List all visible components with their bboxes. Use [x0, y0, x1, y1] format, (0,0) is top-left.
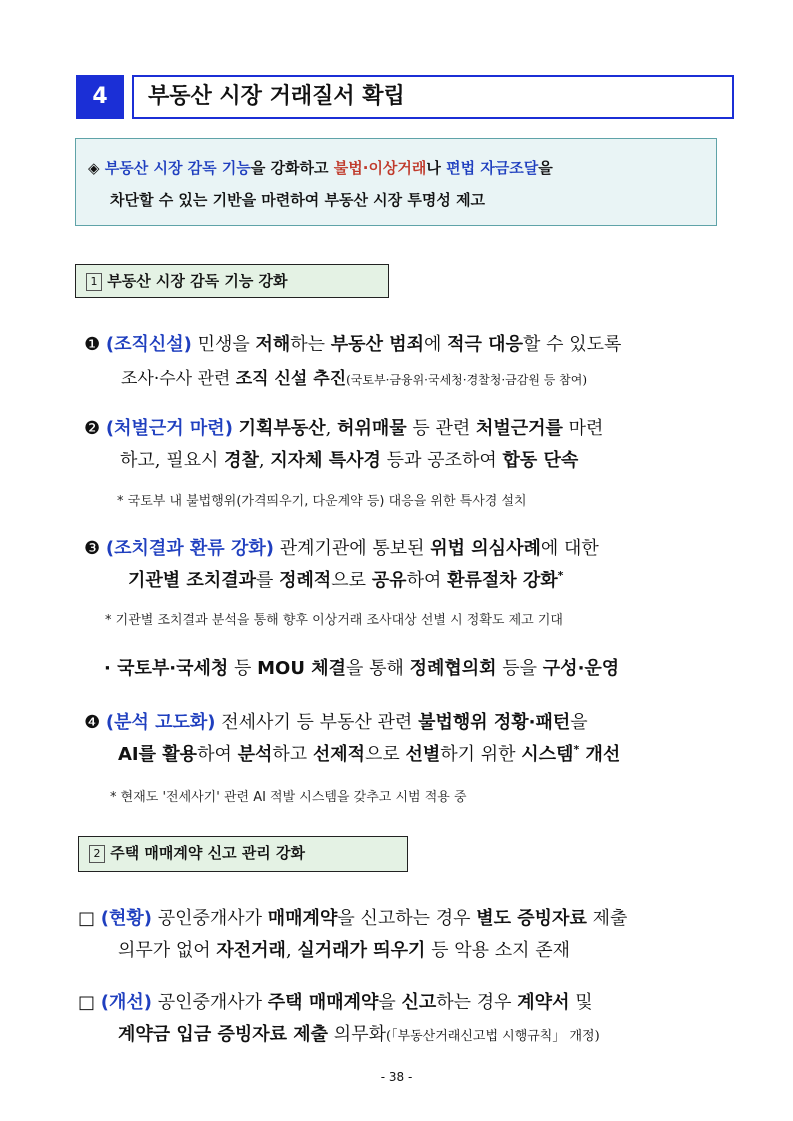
- item-4-tag: (분석 고도화): [105, 712, 216, 733]
- text: 조사·수사 관련: [121, 369, 236, 389]
- section-title: 부동산 시장 거래질서 확립: [132, 75, 734, 119]
- text: 등 악용 소지 존재: [425, 940, 570, 961]
- footnote-mark: *: [573, 743, 580, 756]
- emphasis: 부동산 범죄: [330, 334, 425, 355]
- item-4-line-2: [118, 740, 620, 766]
- emphasis: 별도 증빙자료: [476, 908, 587, 929]
- summary-box: [75, 138, 717, 226]
- emphasis: 매매계약: [267, 908, 338, 929]
- item-3-subpoint: [104, 654, 619, 680]
- summary-bullet: ◈: [88, 159, 100, 177]
- summary-highlight-2: 불법·이상거래: [333, 159, 427, 177]
- emphasis: 조직 신설 추진: [235, 369, 347, 389]
- text: ,: [285, 940, 298, 961]
- emphasis: 환류절차 강화: [447, 570, 558, 591]
- summary-highlight-3: 편법 자금조달: [446, 159, 539, 177]
- emphasis: 국토부·국세청: [117, 658, 229, 679]
- emphasis: 분석: [237, 744, 273, 765]
- emphasis: MOU 체결: [257, 658, 346, 679]
- text: 을 신고하는 경우: [337, 908, 477, 929]
- item-3-marker: ❸: [84, 538, 101, 559]
- text: 으로: [331, 570, 372, 591]
- text: 마련: [562, 418, 604, 439]
- item-4-marker: ❹: [84, 712, 101, 733]
- para-1-tag: (현황): [100, 908, 152, 929]
- item-2-note: * 국토부 내 불법행위(가격띄우기, 다운계약 등) 대응을 위한 특사경 설치: [117, 494, 527, 509]
- emphasis: 허위매물: [337, 418, 407, 439]
- summary-text: 나: [426, 159, 447, 177]
- emphasis: 적극 대응: [447, 334, 523, 355]
- item-1-line-1: [84, 330, 621, 356]
- page-number: - 38 -: [380, 1070, 413, 1084]
- text: 및: [569, 992, 593, 1013]
- text: 하고, 필요시: [120, 450, 225, 471]
- para-1-line-1: [78, 904, 627, 930]
- text: 민생을: [197, 334, 256, 355]
- text: 으로: [365, 744, 406, 765]
- text: 등과 공조하여: [380, 450, 503, 471]
- item-2-line-2: [120, 446, 578, 472]
- text: 하여: [406, 570, 448, 591]
- emphasis: 공유: [371, 570, 407, 591]
- subheading-2: [78, 836, 408, 872]
- summary-text: 을 강화하고: [250, 159, 334, 177]
- footnote-mark: *: [557, 569, 564, 582]
- emphasis: 기관별 조치결과: [128, 570, 256, 591]
- emphasis: 기획부동산: [238, 418, 326, 439]
- subheading-title: 주택 매매계약 신고 관리 강화: [110, 844, 306, 862]
- text: 에 대한: [540, 538, 599, 559]
- text: 하는: [290, 334, 331, 355]
- emphasis: 시스템: [521, 744, 574, 765]
- emphasis: 정례적: [279, 570, 332, 591]
- emphasis: 신고: [401, 992, 437, 1013]
- text: 의무화: [328, 1024, 386, 1045]
- para-2-tag: (개선): [100, 992, 152, 1013]
- emphasis: 처벌근거를: [475, 418, 563, 439]
- text: 하는 경우: [436, 992, 518, 1013]
- emphasis: 구성·운영: [542, 658, 620, 679]
- text: 관계기관에 통보된: [279, 538, 431, 559]
- text: 을 통해: [346, 658, 410, 679]
- text: 을: [570, 712, 588, 733]
- text: 하고: [272, 744, 313, 765]
- text: 하여: [197, 744, 238, 765]
- summary-text: 을: [538, 159, 553, 177]
- item-1-line-2: [121, 364, 587, 389]
- emphasis: 계약금 입금 증빙자료 제출: [118, 1024, 329, 1045]
- text: ,: [325, 418, 338, 439]
- text: 공인중개사가: [157, 992, 268, 1013]
- text: ·: [104, 658, 118, 679]
- emphasis: 정례협의회: [409, 658, 497, 679]
- text: 등 관련: [406, 418, 476, 439]
- text: 제출: [586, 908, 628, 929]
- para-1-line-2: [118, 936, 570, 962]
- summary-highlight-1: 부동산 시장 감독 기능: [104, 159, 251, 177]
- para-2-line-1: [78, 988, 593, 1014]
- text: ,: [258, 450, 271, 471]
- text: 의무가 없어: [118, 940, 217, 961]
- subheading-title: 부동산 시장 감독 기능 강화: [107, 272, 288, 290]
- emphasis: AI를 활용: [118, 744, 198, 765]
- item-4-line-1: [84, 708, 588, 734]
- text: 등: [228, 658, 258, 679]
- section-number: 4: [76, 75, 124, 119]
- emphasis: 저해: [255, 334, 291, 355]
- item-3-tag: (조치결과 환류 강화): [105, 538, 274, 559]
- emphasis: 주택 매매계약: [267, 992, 379, 1013]
- text: (「부동산거래신고법 시행규칙」 개정): [385, 1029, 600, 1044]
- emphasis: 실거래가 띄우기: [297, 940, 426, 961]
- item-1-tag: (조직신설): [105, 334, 192, 355]
- item-2-marker: ❷: [84, 418, 101, 439]
- item-1-marker: ❶: [84, 334, 101, 355]
- emphasis: 계약서: [517, 992, 570, 1013]
- item-2-tag: (처벌근거 마련): [105, 418, 233, 439]
- text: 등을: [496, 658, 543, 679]
- subheading-number: 1: [86, 273, 102, 291]
- emphasis: 개선: [579, 744, 621, 765]
- text: (국토부·금융위·국세청·경찰청·금감원 등 참여): [346, 373, 588, 387]
- emphasis: 자전거래: [216, 940, 286, 961]
- subheading-number: 2: [89, 845, 105, 863]
- checkbox-bullet: □: [78, 908, 96, 929]
- text: 공인중개사가: [157, 908, 268, 929]
- checkbox-bullet: □: [78, 992, 96, 1013]
- text: 를: [255, 570, 280, 591]
- para-2-line-2: [118, 1020, 600, 1046]
- item-3-line-2: [128, 566, 563, 592]
- emphasis: 경찰: [224, 450, 259, 471]
- subheading-1: [75, 264, 389, 298]
- item-3-note: * 기관별 조치결과 분석을 통해 향후 이상거래 조사대상 선별 시 정확도 제고 기대: [105, 613, 563, 628]
- emphasis: 합동 단속: [502, 450, 579, 471]
- emphasis: 선제적: [312, 744, 366, 765]
- item-4-note: * 현재도 '전세사기' 관련 AI 적발 시스템을 갖추고 시범 적용 중: [110, 790, 467, 805]
- text: 전세사기 등 부동산 관련: [221, 712, 419, 733]
- emphasis: 지자체 특사경: [270, 450, 381, 471]
- text: 할 수 있도록: [522, 334, 622, 355]
- text: 하기 위한: [440, 744, 522, 765]
- summary-line-2: 차단할 수 있는 기반을 마련하여 부동산 시장 투명성 제고: [110, 191, 486, 209]
- text: 에: [424, 334, 448, 355]
- item-3-line-1: [84, 534, 599, 560]
- item-2-line-1: [84, 414, 603, 440]
- summary-line-1: [88, 157, 553, 178]
- emphasis: 위법 의심사례: [430, 538, 541, 559]
- emphasis: 불법행위 정황·패턴: [418, 712, 571, 733]
- emphasis: 선별: [405, 744, 441, 765]
- text: 을: [378, 992, 402, 1013]
